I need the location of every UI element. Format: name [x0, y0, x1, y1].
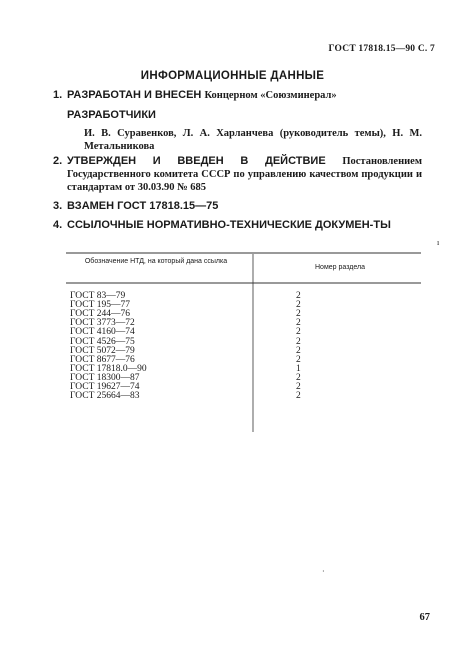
table-cell-document: ГОСТ 195—77 — [70, 300, 130, 311]
table-cell-section: 2 — [296, 372, 301, 383]
table-cell-section: 2 — [296, 318, 301, 329]
table-cell-document: ГОСТ 8677—76 — [70, 354, 135, 365]
print-speck: ı — [437, 238, 440, 247]
page-title: ИНФОРМАЦИОННЫЕ ДАННЫЕ — [140, 70, 325, 82]
running-header: ГОСТ 17818.15—90 С. 7 — [328, 44, 435, 54]
table-cell-section: 2 — [296, 354, 301, 365]
section-heading: УТВЕРЖДЕН И ВВЕДЕН В ДЕЙСТВИЕ — [67, 155, 326, 167]
section-heading: ВЗАМЕН ГОСТ 17818.15—75 — [67, 200, 219, 212]
table-cell-section: 2 — [296, 391, 301, 402]
section-heading: РАЗРАБОТАН И ВНЕСЕН — [67, 89, 202, 101]
table-cell-section: 2 — [296, 300, 301, 311]
table-cell-document: ГОСТ 17818.0—90 — [70, 363, 147, 374]
table-cell-section: 2 — [296, 336, 301, 347]
table-cell-document: ГОСТ 4526—75 — [70, 336, 135, 347]
section-number: 3. — [53, 200, 63, 212]
section-text: Концерном «Союзминерал» — [204, 90, 337, 101]
table-cell-document: ГОСТ 18300—87 — [70, 372, 140, 383]
table-cell-section: 2 — [296, 327, 301, 338]
table-cell-document: ГОСТ 19627—74 — [70, 382, 140, 392]
section-text: Постановлением Государственного комитета СССР по управлению качеством продукции и стандартам от 30.03.90 № 685 — [67, 156, 422, 193]
section-number: 2. — [53, 155, 63, 167]
table-cell-section: 2 — [296, 309, 301, 320]
table-cell-document: ГОСТ 25664—83 — [70, 391, 140, 402]
table-cell-section: 2 — [296, 345, 301, 356]
table-cell-document: ГОСТ 3773—72 — [70, 318, 135, 329]
developers-names: И. В. Суравенков, Л. А. Харланчева (руководитель темы), Н. М. Метальникова — [84, 128, 422, 152]
section-heading: ССЫЛОЧНЫЕ НОРМАТИВНО-ТЕХНИЧЕСКИЕ ДОКУМЕН-ТЫ — [67, 219, 391, 231]
section-number: 1. — [53, 89, 63, 101]
table-cell-section: 2 — [296, 291, 301, 301]
table-cell-document: ГОСТ 5072—79 — [70, 345, 135, 356]
table-cell-section: 1 — [296, 363, 301, 374]
column-header-document: Обозначение НТД, на который дана ссылка — [84, 258, 228, 265]
page-number: 67 — [419, 612, 430, 623]
table-cell-document: ГОСТ 4160—74 — [70, 327, 135, 338]
table-cell-document: ГОСТ 83—79 — [70, 291, 126, 301]
table-cell-section: 2 — [296, 382, 301, 392]
table-cell-document: ГОСТ 244—76 — [70, 309, 130, 320]
print-speck: · — [322, 567, 325, 576]
section-number: 4. — [53, 219, 63, 231]
column-header-section: Номер раздела — [315, 264, 365, 271]
developers-heading: РАЗРАБОТЧИКИ — [67, 109, 156, 121]
